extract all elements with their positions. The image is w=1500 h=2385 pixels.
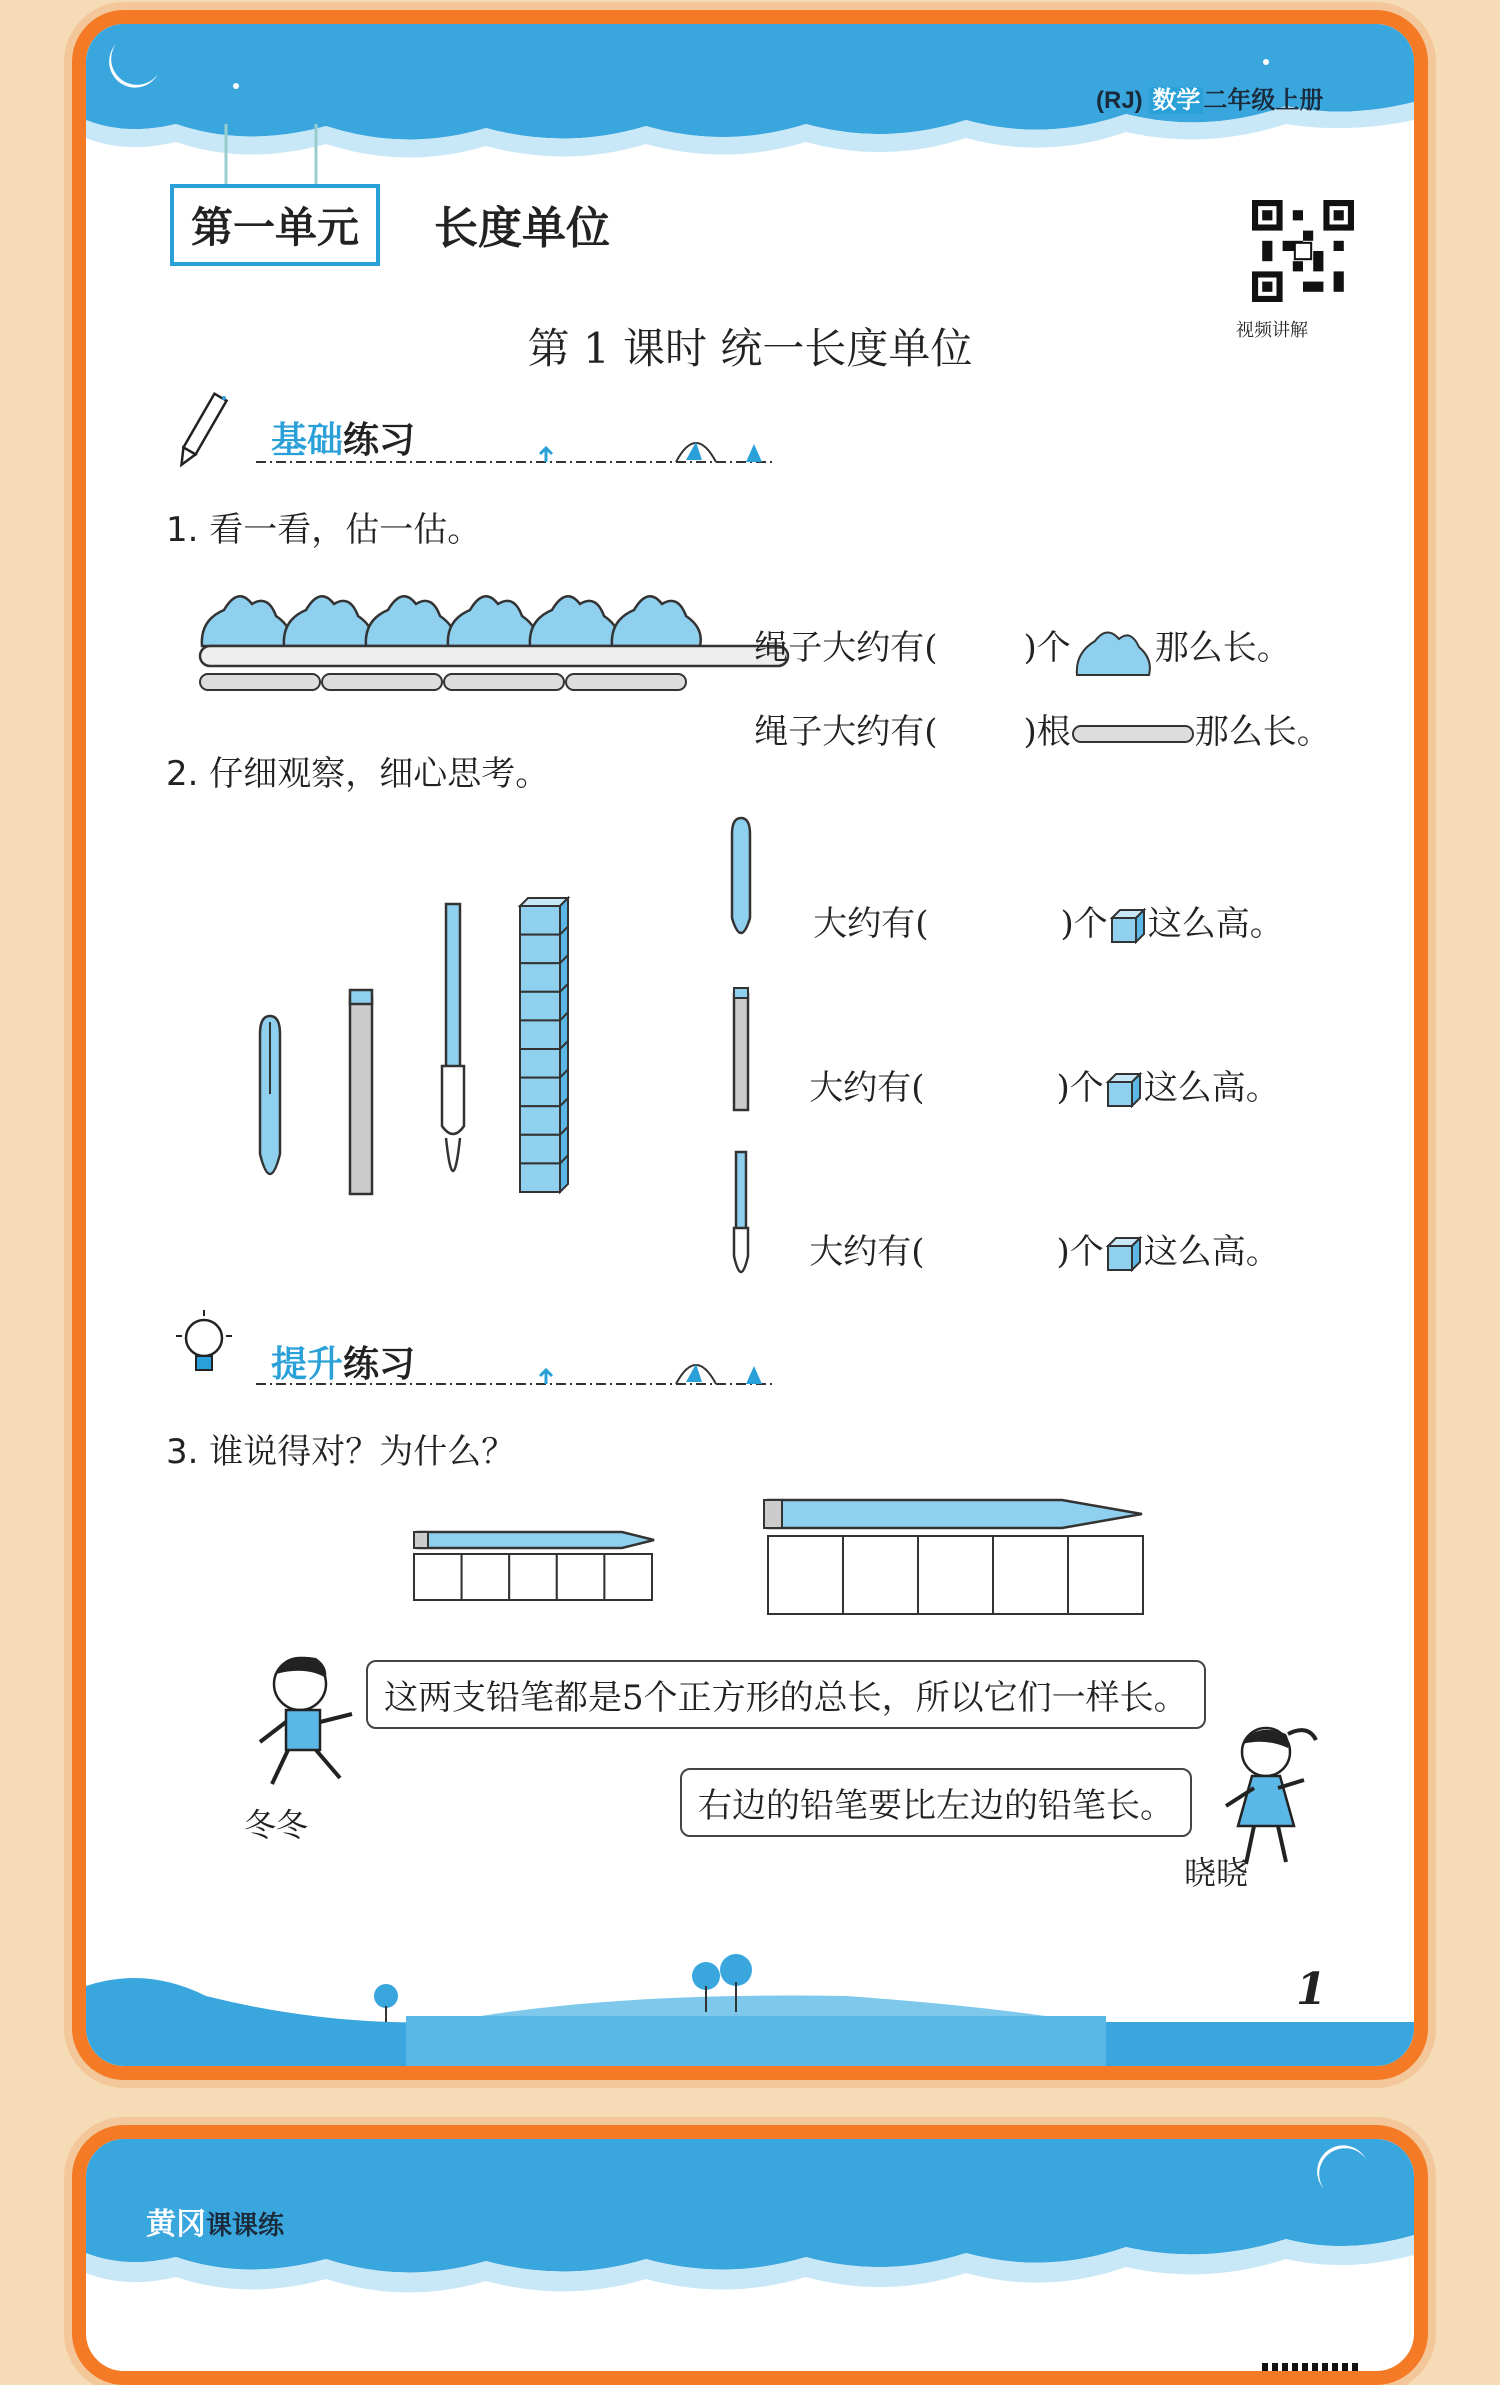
cube-block [520,992,560,1021]
stick-icon [444,674,564,690]
dongdong-speech-bubble: 这两支铅笔都是5个正方形的总长，所以它们一样长。 [366,1660,1206,1729]
q2-row-3: 大约有( )个 这么高。 [809,1232,1280,1272]
hand-span-icon [202,596,291,646]
pen-object [260,1016,280,1174]
q2-row-2: 大约有( )个 这么高。 [809,1068,1280,1108]
xiaoxiao-speech-bubble: 右边的铅笔要比左边的铅笔长。 [680,1768,1192,1837]
left-pencil-figure [412,1524,662,1604]
grid-square [1068,1536,1143,1614]
cube-block [520,1163,560,1192]
series-label: 课课练 [206,2210,285,2240]
grid-square [462,1554,510,1600]
cube-icon [1104,1070,1144,1110]
cube-block [520,1049,560,1078]
q1-line-1: 绳子大约有( )个 那么长。 [711,580,1291,717]
question-1-title: 1. 看一看，估一估。 [166,510,482,550]
grid-square [414,1554,462,1600]
boy-dongdong-illustration [236,1644,366,1804]
cube-block [520,1106,560,1135]
stick-icon [566,674,686,690]
section-divider [256,414,796,474]
pencil-icon [166,386,236,476]
question-3-title: 3. 谁说得对？为什么？ [166,1432,516,1472]
rope-figure [196,574,796,704]
unit-title: 长度单位 [434,203,610,254]
grid-square [843,1536,918,1614]
subject-label: 数学 [1149,87,1203,114]
right-square-grid [768,1536,1143,1614]
sign-strings [186,124,366,186]
right-pencil-figure [762,1490,1162,1620]
grid-square [509,1554,557,1600]
section-basic-title: 基础练习 [271,420,416,461]
section-advanced-title: 提升练习 [271,1344,416,1385]
pen-small-icon [726,814,756,944]
cube-block [520,1078,560,1107]
cube-block [520,906,560,935]
stick-icon [1071,723,1195,745]
crayon-small-icon [726,984,756,1114]
q2-row-1: 大约有( )个 这么高。 [813,904,1284,944]
unit-label: 第一单元 [170,184,380,266]
cube-block [520,963,560,992]
cube-stack [516,896,576,1196]
grid-square [604,1554,652,1600]
hand-span-icon [366,596,455,646]
grid-square [557,1554,605,1600]
brush-small-icon [726,1148,756,1288]
sticks-group [200,674,686,690]
xiaoxiao-name: 晓晓 [1184,1854,1249,1892]
edition-label: (RJ) [1096,87,1143,114]
cube-block [520,935,560,964]
book-header [1096,80,1323,115]
sky-banner [86,2139,1414,2339]
dongdong-name: 冬冬 [244,1806,309,1844]
worksheet-page [72,10,1428,2080]
objects-figure [226,894,526,1204]
brand-label: 黄冈 [146,2208,206,2241]
hand-span-icon [284,596,373,646]
question-2-title: 2. 仔细观察，细心思考。 [166,754,550,794]
page-number: 1 [1296,1964,1327,2015]
cube-block [520,1020,560,1049]
qr-label: 视频讲解 [1236,320,1308,341]
q1-line-2: 绳子大约有( )根 那么长。 [754,712,1331,752]
next-worksheet-page [72,2125,1428,2385]
section-divider [256,1336,796,1396]
crayon-object [350,990,372,1194]
stick-icon [322,674,442,690]
grass-footer [86,1926,1414,2066]
brush-object [442,904,464,1171]
hand-spans-group [202,596,701,646]
grid-square [768,1536,843,1614]
stick-icon [200,674,320,690]
hand-span-icon [448,596,537,646]
qr-code-icon[interactable] [1262,2363,1362,2385]
lesson-title: 第 1 课时 统一长度单位 [527,324,973,373]
hand-span-icon [612,596,701,646]
hand-span-icon [530,596,619,646]
cube-block [520,1135,560,1164]
brand-header [146,2199,284,2243]
cube-icon [1104,1234,1144,1274]
grade-label: 二年级上册 [1203,87,1324,114]
left-square-grid [414,1554,652,1600]
grid-square [993,1536,1068,1614]
cube-side [560,1155,568,1192]
grid-square [918,1536,993,1614]
qr-code-icon[interactable] [1252,200,1354,302]
lightbulb-icon [166,1306,246,1386]
cube-icon [1108,906,1148,946]
